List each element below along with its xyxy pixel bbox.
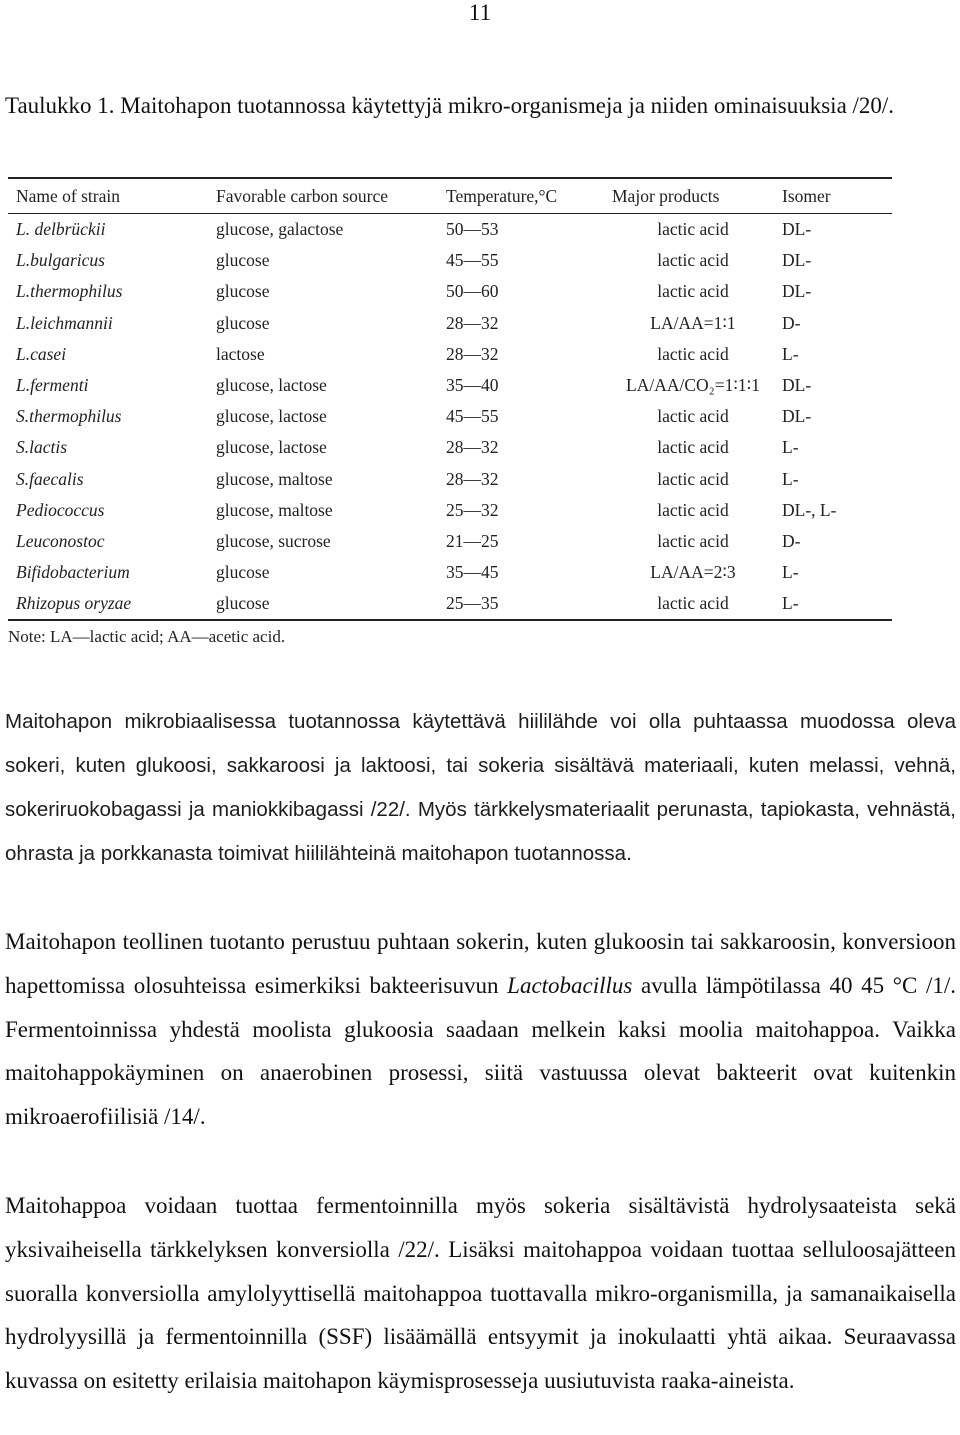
table-row (8, 370, 892, 401)
strain-name-cell: L.fermenti (16, 375, 89, 396)
temperature-range-cell: 28—32 (446, 468, 499, 489)
isomer-cell: D- (782, 312, 801, 333)
carbon-source-cell: glucose, galactose (216, 219, 344, 240)
major-product-cell: lactic acid (657, 281, 729, 302)
carbon-source-cell: glucose (216, 250, 270, 271)
strain-name-cell: Bifidobacterium (16, 562, 130, 583)
major-product-cell: lactic acid (657, 406, 729, 427)
major-product-cell: lactic acid (604, 588, 774, 620)
carbon-source-cell: glucose, lactose (216, 437, 327, 458)
table-row (8, 464, 892, 495)
header-carbon-source: Favorable carbon source (208, 178, 438, 214)
carbon-source-cell: glucose, maltose (216, 499, 333, 520)
table-row (8, 214, 892, 246)
major-product-cell: lactic acid (657, 343, 729, 364)
table-row (8, 432, 892, 463)
isomer-cell: DL- (782, 406, 812, 427)
table-row (8, 339, 892, 370)
major-product-cell: lactic acid (657, 219, 729, 240)
isomer-cell: DL- (782, 219, 812, 240)
carbon-source-cell: glucose (216, 312, 270, 333)
temperature-range-cell: 45—55 (446, 406, 499, 427)
major-product-cell: lactic acid (657, 499, 729, 520)
carbon-source-cell: glucose (216, 562, 270, 583)
strain-name-cell: S.lactis (16, 437, 68, 458)
table-caption: Taulukko 1. Maitohapon tuotannossa käytettyjä mikro-organismeja ja niiden ominaisuuksia /20/. (5, 93, 895, 118)
table-body (8, 214, 892, 621)
carbon-source-cell: lactose (216, 343, 265, 364)
temperature-range-cell: 21—25 (446, 530, 499, 551)
strain-name-cell: L.casei (16, 343, 67, 364)
isomer-cell: L- (782, 437, 799, 458)
isomer-cell: L- (782, 468, 799, 489)
strain-name-cell: S.faecalis (16, 468, 84, 489)
temperature-range-cell: 45—55 (446, 250, 499, 271)
table-row (8, 557, 892, 588)
carbon-source-cell: glucose (208, 588, 438, 620)
table-row (8, 401, 892, 432)
major-product-cell: lactic acid (657, 250, 729, 271)
table-row (8, 495, 892, 526)
header-temperature: Temperature,°C (438, 178, 604, 214)
table-row (8, 588, 892, 620)
major-product-cell: LA/AA=1∶1 (650, 312, 736, 333)
paragraph-carbon-sources: Maitohapon mikrobiaalisessa tuotannossa käytettävä hiililähde voi olla puhtaassa muodossa oleva sokeri, kuten glukoosi, sakkaroosi ja laktoosi, tai sokeria sisältävä materiaali, kuten melassi, vehnä, sokeriruokobagassi ja maniokkibagassi /22/. Myös tärkkelysmateriaalit perunasta, tapiokasta, vehnästä, ohrasta ja porkkanasta toimivat hiililähteinä maitohapon tuotannossa. (5, 710, 956, 865)
temperature-range-cell: 28—32 (446, 312, 499, 333)
isomer-cell: DL-, L- (782, 499, 837, 520)
temperature-range-cell: 25—35 (438, 588, 604, 620)
paragraph-text: avulla lämpötilassa 40 45 °C /1/. Fermentoinnissa yhdestä moolista glukoosia saadaan melkein kaksi moolia maitohappoa. Vaikka maitohappokäyminen on anaerobinen prosessi, siitä vastuussa olevat bakteerit ovat kuitenkin mikroaerofiilisiä /14/. (5, 972, 956, 1130)
isomer-cell: L- (774, 588, 892, 620)
isomer-cell: DL- (782, 375, 812, 396)
paragraph-industrial-production (5, 920, 956, 1139)
table-row (8, 245, 892, 276)
isomer-cell: L- (782, 343, 799, 364)
table-row (8, 526, 892, 557)
isomer-cell: L- (782, 562, 799, 583)
temperature-range-cell: 35—45 (446, 562, 499, 583)
table-header-row (8, 178, 892, 214)
paragraph-hydrolysates: Maitohappoa voidaan tuottaa fermentoinnilla myös sokeria sisältävistä hydrolysaateista sekä yksivaiheisella tärkkelyksen konversiolla /22/. Lisäksi maitohappoa voidaan tuottaa selluloosajätteen suoralla konversiolla amylolyyttisellä maitohappoa tuottavalla mikro-organismilla, ja samanaikaisella hydrolyysillä ja fermentoinnilla (SSF) lisäämällä entsyymit ja inokulaatti yhtä aikaa. Seuraavassa kuvassa on esitetty erilaisia maitohapon käymisprosesseja uusiutuvista raaka-aineista. (5, 1193, 956, 1394)
table-row (8, 276, 892, 307)
carbon-source-cell: glucose (216, 281, 270, 302)
isomer-cell: DL- (782, 281, 812, 302)
temperature-range-cell: 50—53 (446, 219, 499, 240)
strain-name-cell: L.bulgaricus (16, 250, 105, 271)
carbon-source-cell: glucose, sucrose (216, 530, 331, 551)
table-note: Note: LA—lactic acid; AA—acetic acid. (8, 627, 286, 647)
carbon-source-cell: glucose, lactose (216, 406, 327, 427)
page-number: 11 (468, 0, 492, 25)
header-isomer: Isomer (774, 178, 892, 214)
strains-table (8, 177, 892, 621)
carbon-source-cell: glucose, maltose (216, 468, 333, 489)
temperature-range-cell: 50—60 (446, 281, 499, 302)
header-major-products: Major products (604, 178, 774, 214)
paragraph-text: Maitohapon teollinen tuotanto perustuu puhtaan sokerin, kuten glukoosin tai sakkaroosin, konversioon hapettomissa olosuhteissa esimerkiksi bakteerisuvun (5, 929, 956, 998)
strain-name-cell: L.thermophilus (16, 281, 123, 302)
isomer-cell: DL- (782, 250, 812, 271)
strain-name-cell: L. delbrückii (16, 219, 106, 240)
strains-table-figure (8, 177, 860, 647)
table-row (8, 308, 892, 339)
major-product-cell: lactic acid (657, 437, 729, 458)
strain-name-cell: Rhizopus oryzae (8, 588, 208, 620)
temperature-range-cell: 28—32 (446, 343, 499, 364)
strain-name-cell: S.thermophilus (16, 406, 122, 427)
isomer-cell: D- (782, 530, 801, 551)
temperature-range-cell: 28—32 (446, 437, 499, 458)
major-product-cell: LA/AA=2∶3 (650, 562, 736, 583)
header-name-of-strain: Name of strain (8, 178, 208, 214)
temperature-range-cell: 25—32 (446, 499, 499, 520)
carbon-source-cell: glucose, lactose (216, 375, 327, 396)
temperature-range-cell: 35—40 (446, 375, 499, 396)
strain-name-cell: Pediococcus (16, 499, 105, 520)
strain-name-cell: L.leichmannii (16, 312, 113, 333)
genus-name: Lactobacillus (507, 972, 633, 998)
major-product-cell: lactic acid (657, 468, 729, 489)
major-product-cell: lactic acid (657, 530, 729, 551)
major-product-cell: LA/AA/CO₂=1∶1∶1 (626, 375, 760, 396)
strain-name-cell: Leuconostoc (16, 530, 105, 551)
